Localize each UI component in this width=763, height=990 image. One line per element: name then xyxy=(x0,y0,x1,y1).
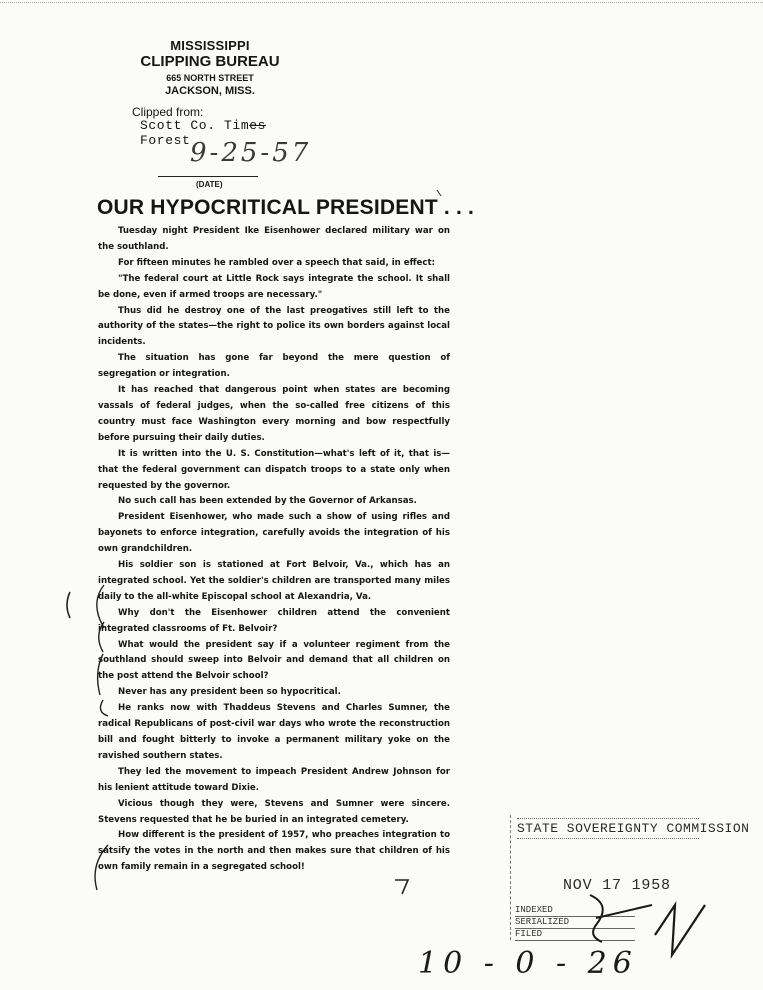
article-paragraph: It has reached that dangerous point when states are becoming vassals of federal judges, when the so-called free citizens of this country must face Washington every morning and bow respectfully before pursuing their daily duties. xyxy=(98,385,450,443)
stamp-initials xyxy=(590,895,652,942)
article-paragraph: His soldier son is stationed at Fort Belvoir, Va., which has an integrated school. Yet the soldier's children are transported many miles daily to the all-white Episcopal school at Alexandria, Va. xyxy=(98,560,450,602)
closing-mark xyxy=(395,880,408,894)
article-paragraph: Never has any president been so hypocritical. xyxy=(118,687,341,698)
article-paragraph: President Eisenhower, who made such a show of using rifles and bayonets to enforce integration, carefully avoids the integration of his own grandchildren. xyxy=(98,512,450,555)
article-paragraph: What would the president say if a volunteer regiment from the southland should sweep into Belvoir and demand that all children on the post attend the Belvoir school? xyxy=(98,639,450,682)
stamp-title: STATE SOVEREIGNTY COMMISSION xyxy=(517,818,699,839)
bureau-city: JACKSON, MISS. xyxy=(165,84,255,97)
paragraph-bracket-mark xyxy=(95,845,108,890)
bureau-name: CLIPPING BUREAU xyxy=(140,53,280,71)
article-paragraph: It is written into the U. S. Constitution—what's left of it, that is—that the federal government can dispatch troops to a state only when requested by the governor. xyxy=(98,448,450,491)
date-label: (DATE) xyxy=(196,180,223,189)
bureau-state: MISSISSIPPI xyxy=(170,38,250,53)
article-paragraph: The situation has gone far beyond the mere question of segregation or integration. xyxy=(98,353,450,380)
paragraph-bracket-mark xyxy=(97,585,104,628)
handwritten-file-number: 10 - 0 - 26 xyxy=(418,946,638,981)
article-paragraph: Why don't the Eisenhower children attend the convenient integrated classrooms of Ft. Belvoir? xyxy=(98,607,450,634)
source-name-struck-part: es xyxy=(249,118,267,133)
stamp-serialized: SERIALIZED xyxy=(515,917,635,929)
article-paragraph: "The federal court at Little Rock says integrate the school. It shall be done, even if armed troops are necessary." xyxy=(98,273,450,300)
article-headline: OUR HYPOCRITICAL PRESIDENT . . . xyxy=(97,196,475,219)
paragraph-bracket-mark xyxy=(98,654,103,695)
source-town: Forest xyxy=(140,133,191,148)
article-paragraph: He ranks now with Thaddeus Stevens and Charles Sumner, the radical Republicans of post-civil war days who wrote the reconstruction bill and fought bitterly to invoke a permanent military yoke on the ravished southern states. xyxy=(98,703,450,761)
article-paragraph: They led the movement to impeach President Andrew Johnson for his lenient attitude toward Dixie. xyxy=(98,766,450,793)
article-paragraph: Thus did he destroy one of the last preogatives still left to the authority of the states—the right to police its own borders against local incidents. xyxy=(98,305,450,348)
stamp-date: NOV 17 1958 xyxy=(563,877,671,894)
article-paragraph: Tuesday night President Ike Eisenhower declared military war on the southland. xyxy=(98,226,450,252)
handwritten-date: 9-25-57 xyxy=(190,138,312,168)
paragraph-bracket-mark xyxy=(100,700,108,716)
left-margin-bracket xyxy=(67,592,70,618)
bureau-street: 665 NORTH STREET xyxy=(166,73,254,84)
source-name-part: Scott Co. Tim xyxy=(140,118,250,133)
stamp-filed: FILED xyxy=(515,929,635,941)
article-paragraph: For fifteen minutes he rambled over a speech that said, in effect: xyxy=(118,257,436,268)
article-paragraph: How different is the president of 1957, who preaches integration to satsify the votes in the north and then makes sure that children of his own family remain in a segregated school! xyxy=(98,830,450,873)
clipped-from-label: Clipped from: xyxy=(132,105,204,119)
stamp-indexed: INDEXED xyxy=(515,905,635,917)
article-paragraph: No such call has been extended by the Governor of Arkansas. xyxy=(118,496,417,507)
article-paragraph: Vicious though they were, Stevens and Sumner were sincere. Stevens requested that he be buried in an integrated cemetery. xyxy=(98,798,450,825)
stamp-checkmark xyxy=(655,905,705,955)
headline-mark xyxy=(437,190,441,196)
